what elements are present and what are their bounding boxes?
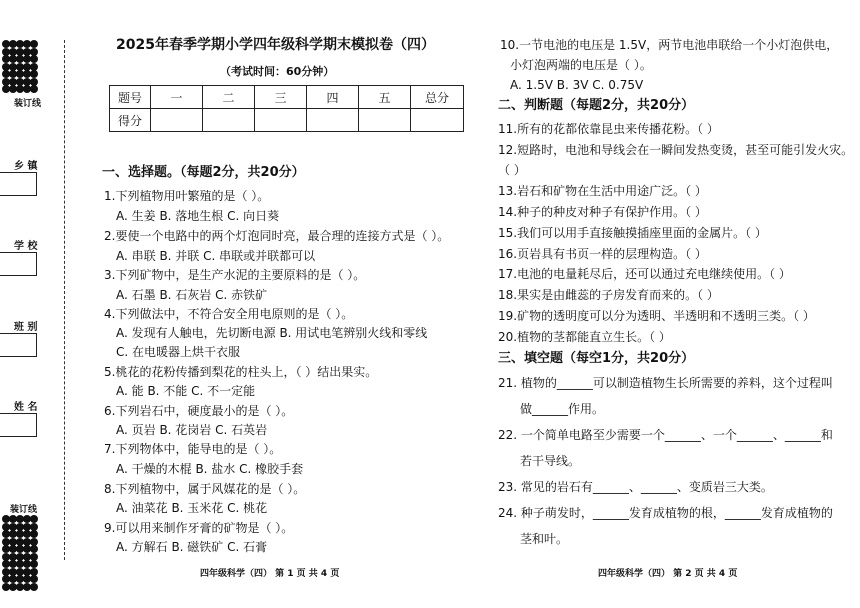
exam-time: （考试时间：60分钟）: [220, 65, 335, 78]
judgment-line: 14.种子的种皮对种子有保护作用。（ ）: [498, 205, 707, 219]
footer-left: 四年级科学（四） 第 1 页 共 4 页: [200, 569, 340, 579]
class-field[interactable]: [0, 333, 37, 357]
option-line: A. 油菜花 B. 玉米花 C. 桃花: [116, 501, 268, 515]
binding-dot: [30, 575, 38, 583]
fill-line: 21. 植物的______可以制造植物生长所需要的养料，这个过程叫: [498, 376, 833, 390]
score-header-cell: 一: [151, 86, 203, 109]
fill-line: 22. 一个简单电路至少需要一个______、一个______、______和: [498, 428, 833, 442]
judgment-line: 17.电池的电量耗尽后，还可以通过充电继续使用。（ ）: [498, 267, 791, 281]
section-2-heading: 二、判断题（每题2分，共20分）: [498, 98, 695, 113]
school-field[interactable]: [0, 252, 37, 276]
judgment-line: 13.岩石和矿物在生活中用途广泛。（ ）: [498, 184, 707, 198]
section-1-heading: 一、选择题。（每题2分，共20分）: [102, 165, 305, 180]
binding-dot: [30, 560, 38, 568]
option-line: A. 方解石 B. 磁铁矿 C. 石膏: [116, 540, 268, 554]
name-label: 姓 名: [14, 402, 38, 413]
score-header-cell: 四: [307, 86, 359, 109]
judgment-line: 20.植物的茎都能直立生长。（ ）: [498, 330, 671, 344]
question-line: 8.下列植物中，属于风媒花的是（ ）。: [104, 482, 306, 496]
binding-dot: [30, 70, 38, 78]
question-line: 4.下列做法中，不符合安全用电原则的是（ ）。: [104, 307, 354, 321]
fill-line: 茎和叶。: [520, 532, 569, 546]
fill-line: 24. 种子萌发时，______发育成植物的根，______发育成植物的: [498, 506, 833, 520]
score-cell[interactable]: [255, 109, 307, 132]
judgment-line: 19.矿物的透明度可以分为透明、半透明和不透明三类。（ ）: [498, 309, 815, 323]
fill-line: 若干导线。: [520, 454, 581, 468]
question-line: 7.下列物体中，能导电的是（ ）。: [104, 442, 282, 456]
binding-dot: [30, 40, 38, 48]
score-cell[interactable]: [151, 109, 203, 132]
question-line: 9.可以用来制作牙膏的矿物是（ ）。: [104, 521, 294, 535]
judgment-line: 18.果实是由雌蕊的子房发育而来的。（ ）: [498, 288, 719, 302]
question-line: 10.一节电池的电压是 1.5V，两节电池串联给一个小灯泡供电，: [500, 38, 839, 52]
judgment-line: （ ）: [498, 163, 526, 177]
class-label: 班 别: [14, 322, 38, 333]
score-header-cell: 二: [203, 86, 255, 109]
score-cell[interactable]: [203, 109, 255, 132]
binding-dot: [30, 55, 38, 63]
binding-label-bottom: 装订线: [10, 505, 38, 515]
binding-dot: [30, 515, 38, 523]
section-3-heading: 三、填空题（每空1分，共20分）: [498, 351, 695, 366]
score-header-cell: 五: [359, 86, 411, 109]
score-cell[interactable]: [359, 109, 411, 132]
question-line: 1.下列植物用叶繁殖的是（ ）。: [104, 189, 270, 203]
option-line: A. 串联 B. 并联 C. 串联或并联都可以: [116, 249, 316, 263]
option-line: A. 发现有人触电，先切断电源 B. 用试电笔辨别火线和零线: [116, 326, 428, 340]
score-cell[interactable]: [307, 109, 359, 132]
score-table: [109, 85, 464, 132]
option-line: C. 在电暖器上烘干衣服: [116, 345, 241, 359]
score-row-label: 得分: [110, 109, 151, 132]
school-label: 学 校: [14, 241, 38, 252]
township-field[interactable]: [0, 172, 37, 196]
name-field[interactable]: [0, 413, 37, 437]
score-table-header-row: [110, 86, 464, 109]
binding-label-top: 装订线: [14, 99, 42, 109]
option-line: A. 生姜 B. 落地生根 C. 向日葵: [116, 209, 280, 223]
binding-dot: [30, 583, 38, 591]
fill-line: 做______作用。: [520, 402, 605, 416]
score-table-score-row: [110, 109, 464, 132]
score-cell[interactable]: [411, 109, 464, 132]
score-header-cell: 三: [255, 86, 307, 109]
option-line: A. 能 B. 不能 C. 不一定能: [116, 384, 256, 398]
question-line: 6.下列岩石中，硬度最小的是（ ）。: [104, 404, 294, 418]
exam-title: 2025年春季学期小学四年级科学期末模拟卷（四）: [116, 37, 435, 53]
binding-dot: [30, 85, 38, 93]
judgment-line: 16.页岩具有书页一样的层理构造。（ ）: [498, 247, 707, 261]
option-line: A. 干燥的木棍 B. 盐水 C. 橡胶手套: [116, 462, 304, 476]
judgment-line: 12.短路时，电池和导线会在一瞬间发热变烫，甚至可能引发火灾。: [498, 143, 854, 157]
judgment-line: 11.所有的花都依靠昆虫来传播花粉。（ ）: [498, 122, 719, 136]
binding-dot: [30, 530, 38, 538]
option-line: A. 石墨 B. 石灰岩 C. 赤铁矿: [116, 288, 268, 302]
township-label: 乡 镇: [14, 161, 38, 172]
option-line: A. 1.5V B. 3V C. 0.75V: [510, 78, 644, 92]
question-line: 5.桃花的花粉传播到梨花的柱头上，（ ）结出果实。: [104, 365, 378, 379]
judgment-line: 15.我们可以用手直接触摸插座里面的金属片。（ ）: [498, 226, 767, 240]
fill-line: 23. 常见的岩石有______、______、变质岩三大类。: [498, 480, 773, 494]
binding-dot: [30, 545, 38, 553]
question-line: 3.下列矿物中，是生产水泥的主要原料的是（ ）。: [104, 268, 366, 282]
question-line: 2.要使一个电路中的两个灯泡同时亮，最合理的连接方式是（ ）。: [104, 229, 450, 243]
option-line: A. 页岩 B. 花岗岩 C. 石英岩: [116, 423, 268, 437]
binding-line: [64, 40, 65, 560]
score-header-cell: 题号: [110, 86, 151, 109]
question-line: 小灯泡两端的电压是（ ）。: [510, 58, 652, 72]
footer-right: 四年级科学（四） 第 2 页 共 4 页: [598, 569, 738, 579]
score-header-cell: 总分: [411, 86, 464, 109]
